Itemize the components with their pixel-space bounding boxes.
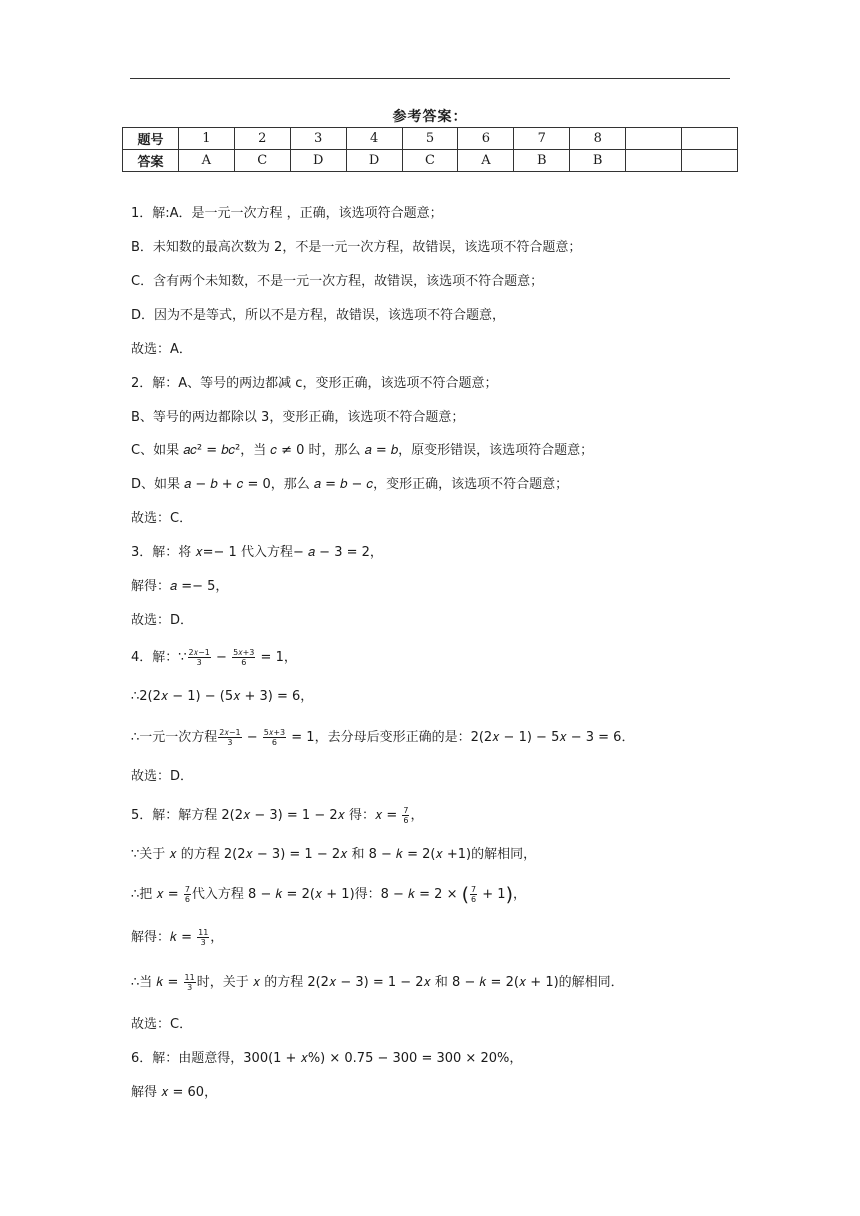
- fraction-numerator: 7: [403, 806, 409, 815]
- solution-line: [131, 885, 526, 904]
- solution-line: B．未知数的最高次数为 2，不是一元一次方程，故错误，该选项不符合题意；: [131, 240, 582, 255]
- fraction-denominator: 6: [471, 895, 477, 904]
- fraction: [188, 648, 211, 667]
- question-number-cell: [626, 128, 682, 150]
- fraction-numerator: 5𝑥+3: [263, 728, 286, 737]
- question-number-cell: 7: [514, 128, 570, 150]
- solution-line: 故选：D．: [131, 769, 194, 784]
- right-paren: ): [505, 883, 513, 906]
- question-number-cell: 3: [290, 128, 346, 150]
- fraction-numerator: 7: [184, 885, 190, 894]
- text-run: + 1: [478, 887, 506, 902]
- question-number-cell: 8: [570, 128, 626, 150]
- fraction: [184, 885, 191, 904]
- question-number-cell: 2: [234, 128, 290, 150]
- answer-cell: C: [402, 150, 458, 172]
- section-title: 参考答案：: [392, 109, 468, 125]
- solution-line: 1．解:A．是一元一次方程 ，正确，该选项符合题意；: [131, 206, 443, 221]
- fraction-denominator: 3: [227, 738, 233, 747]
- fraction-numerator: 11: [184, 973, 195, 982]
- fraction: [197, 928, 209, 947]
- text-run: = 1，: [256, 650, 297, 665]
- fraction-denominator: 3: [196, 658, 202, 667]
- text-run: ，: [410, 808, 424, 823]
- solution-line: ∴2(2𝑥 − 1) − (5𝑥 + 3) = 6，: [131, 689, 314, 704]
- header-rule: [130, 78, 730, 79]
- solution-line: [131, 806, 424, 825]
- answer-cell: D: [346, 150, 402, 172]
- answer-cell: C: [234, 150, 290, 172]
- text-run: 4．解：∵: [131, 650, 187, 665]
- text-run: −: [242, 730, 262, 745]
- text-run: ∴一元一次方程: [131, 730, 218, 745]
- text-run: ∴把 𝑥 =: [131, 887, 183, 902]
- text-run: 5．解：解方程 2(2𝑥 − 3) = 1 − 2𝑥 得：𝑥 =: [131, 808, 402, 823]
- answer-cell: B: [570, 150, 626, 172]
- answer-row: [123, 150, 738, 172]
- fraction: [184, 973, 196, 992]
- solution-line: 故选：D．: [131, 613, 194, 628]
- fraction-denominator: 6: [184, 895, 190, 904]
- fraction: [232, 648, 255, 667]
- solution-line: 解得 𝑥 = 60，: [131, 1085, 218, 1100]
- question-number-cell: 4: [346, 128, 402, 150]
- question-number-row: [123, 128, 738, 150]
- solution-line: [131, 728, 634, 747]
- row-header-answer: 答案: [123, 150, 179, 172]
- fraction: [470, 885, 477, 904]
- left-paren: (: [461, 883, 470, 906]
- solution-line: [131, 973, 624, 992]
- question-number-cell: [682, 128, 738, 150]
- fraction-numerator: 2𝑥−1: [188, 648, 210, 657]
- answer-table: [122, 127, 738, 172]
- row-header-question: 题号: [123, 128, 179, 150]
- text-run: ，: [512, 887, 526, 902]
- solution-line: 故选：C．: [131, 511, 193, 526]
- answer-cell: B: [514, 150, 570, 172]
- solution-line: C．含有两个未知数，不是一元一次方程，故错误，该选项不符合题意；: [131, 274, 544, 289]
- fraction-denominator: 6: [271, 738, 278, 747]
- text-run: 时，关于 𝑥 的方程 2(2𝑥 − 3) = 1 − 2𝑥 和 8 − 𝑘 = 2(𝑥 + 1)的解相同．: [196, 975, 624, 990]
- text-run: ∴当 𝑘 =: [131, 975, 183, 990]
- answer-cell: [626, 150, 682, 172]
- solution-line: [131, 928, 223, 947]
- fraction-numerator: 5𝑥+3: [233, 648, 255, 657]
- text-run: 解得：𝑘 =: [131, 930, 197, 945]
- fraction-numerator: 11: [198, 928, 209, 937]
- fraction: [402, 806, 409, 825]
- answer-cell: [682, 150, 738, 172]
- text-run: = 1，去分母后变形正确的是：2(2𝑥 − 1) − 5𝑥 − 3 = 6．: [287, 730, 635, 745]
- solution-line: D．因为不是等式，所以不是方程，故错误，该选项不符合题意，: [131, 308, 506, 323]
- fraction-numerator: 2𝑥−1: [219, 728, 241, 737]
- solution-line: 3．解：将 𝑥=− 1 代入方程− 𝑎 − 3 = 2，: [131, 545, 383, 560]
- question-number-cell: 1: [178, 128, 234, 150]
- solution-line: C、如果 𝑎𝑐² = 𝑏𝑐²，当 𝑐 ≠ 0 时，那么 𝑎 = 𝑏，原变形错误，该选项符合题意；: [131, 443, 594, 458]
- question-number-cell: 6: [458, 128, 514, 150]
- question-number-cell: 5: [402, 128, 458, 150]
- solution-line: 6．解：由题意得，300(1 + 𝑥%) × 0.75 − 300 = 300 × 20%，: [131, 1051, 523, 1066]
- fraction-denominator: 6: [241, 658, 247, 667]
- solution-line: 2．解：A、等号的两边都减 c，变形正确，该选项不符合题意；: [131, 376, 498, 391]
- fraction-denominator: 6: [403, 816, 409, 825]
- fraction: [263, 728, 286, 747]
- text-run: ，: [210, 930, 224, 945]
- solution-line: ∵关于 𝑥 的方程 2(2𝑥 − 3) = 1 − 2𝑥 和 8 − 𝑘 = 2(𝑥 +1)的解相同，: [131, 847, 537, 862]
- solution-line: 解得：𝑎 =− 5，: [131, 579, 229, 594]
- solution-line: B、等号的两边都除以 3，变形正确，该选项不符合题意；: [131, 410, 465, 425]
- solution-line: [131, 648, 297, 667]
- fraction: [218, 728, 241, 747]
- fraction-numerator: 7: [471, 885, 477, 894]
- solution-line: 故选：C．: [131, 1017, 193, 1032]
- fraction-denominator: 3: [187, 983, 193, 992]
- answer-cell: A: [178, 150, 234, 172]
- text-run: 代入方程 8 − 𝑘 = 2(𝑥 + 1)得：8 − 𝑘 = 2 ×: [191, 887, 462, 902]
- solution-line: D、如果 𝑎 − 𝑏 + 𝑐 = 0，那么 𝑎 = 𝑏 − 𝑐，变形正确，该选项不符合题意；: [131, 477, 569, 492]
- answer-cell: D: [290, 150, 346, 172]
- solution-line: 故选：A．: [131, 342, 192, 357]
- fraction-denominator: 3: [200, 938, 206, 947]
- text-run: −: [211, 650, 232, 665]
- answer-cell: A: [458, 150, 514, 172]
